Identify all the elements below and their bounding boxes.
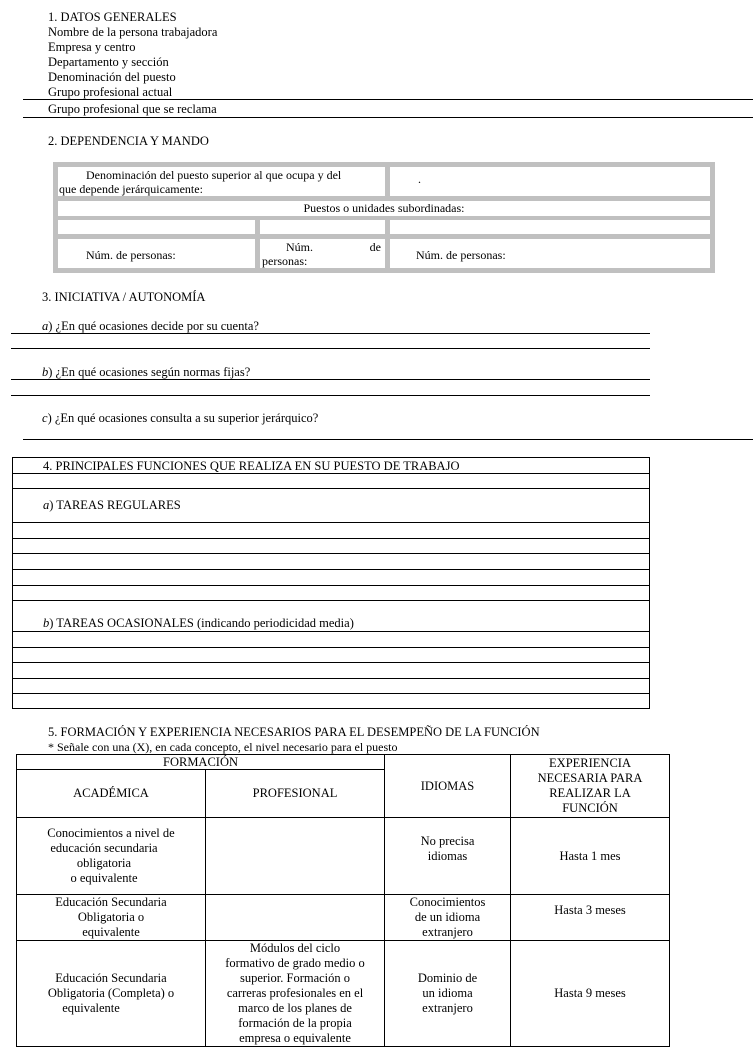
field-departamento[interactable]: Departamento y sección — [48, 55, 169, 69]
table-row — [17, 895, 670, 941]
question-a: a) ¿En qué ocasiones decide por su cuenta? — [42, 319, 259, 333]
answer-line[interactable] — [11, 348, 650, 349]
tareas-regulares-label: a) TAREAS REGULARES — [43, 498, 181, 512]
experiencia-option[interactable]: Hasta 3 meses — [511, 895, 670, 941]
row-divider — [13, 693, 649, 694]
superior-label-cell: Denominación del puesto superior al que ocupa y del que depende jerárquicamente: — [58, 167, 385, 196]
section-5-title: 5. FORMACIÓN Y EXPERIENCIA NECESARIOS PARA EL DESEMPEÑO DE LA FUNCIÓN — [48, 725, 540, 739]
academica-option[interactable]: Educación Secundaria Obligatoria (Completa) o equivalente — [17, 941, 206, 1047]
row-divider — [13, 600, 649, 601]
row-divider — [13, 647, 649, 648]
header-profesional: PROFESIONAL — [206, 770, 385, 818]
subordinate-unit-3-field[interactable] — [390, 220, 710, 234]
row-divider — [13, 585, 649, 586]
section-3-title: 3. INICIATIVA / AUTONOMÍA — [42, 290, 206, 304]
row-divider — [13, 662, 649, 663]
academica-option[interactable]: Educación Secundaria Obligatoria o equivalente — [17, 895, 206, 941]
tareas-ocasionales-label: b) TAREAS OCASIONALES (indicando periodicidad media) — [43, 616, 354, 630]
answer-line[interactable] — [23, 439, 753, 440]
header-idiomas: IDIOMAS — [385, 755, 511, 818]
idiomas-option[interactable]: No precisa idiomas — [385, 818, 511, 895]
header-experiencia: EXPERIENCIA NECESARIA PARA REALIZAR LA FUNCIÓN — [511, 755, 670, 818]
row-divider — [13, 522, 649, 523]
idiomas-option[interactable]: Conocimientos de un idioma extranjero — [385, 895, 511, 941]
subordinate-unit-1-field[interactable] — [58, 220, 255, 234]
divider — [23, 117, 753, 118]
row-divider — [13, 631, 649, 632]
dependency-table — [53, 162, 715, 273]
field-empresa[interactable]: Empresa y centro — [48, 40, 136, 54]
row-divider — [13, 538, 649, 539]
count-3-field[interactable]: Núm. de personas: — [390, 239, 710, 268]
answer-line[interactable] — [11, 379, 650, 380]
header-formacion: FORMACIÓN — [17, 755, 385, 770]
divider — [23, 99, 753, 100]
section-4-title: 4. PRINCIPALES FUNCIONES QUE REALIZA EN SU PUESTO DE TRABAJO — [43, 459, 460, 473]
superior-value-field[interactable]: . — [390, 167, 710, 196]
row-divider — [13, 553, 649, 554]
row-divider — [13, 488, 649, 489]
field-grupo-actual[interactable]: Grupo profesional actual — [48, 85, 173, 99]
count-2-field[interactable]: Núm. de personas: — [260, 239, 385, 268]
subordinate-unit-2-field[interactable] — [260, 220, 385, 234]
row-divider — [13, 678, 649, 679]
answer-line[interactable] — [11, 333, 650, 334]
idiomas-option[interactable]: Dominio de un idioma extranjero — [385, 941, 511, 1047]
table-row — [17, 941, 670, 1047]
field-puesto[interactable]: Denominación del puesto — [48, 70, 176, 84]
academica-option[interactable]: Conocimientos a nivel de educación secundaria obligatoria o equivalente — [17, 818, 206, 895]
section-2-title: 2. DEPENDENCIA Y MANDO — [48, 134, 209, 148]
table-row — [17, 818, 670, 895]
profesional-option[interactable] — [206, 895, 385, 941]
section-1-title: 1. DATOS GENERALES — [48, 10, 177, 24]
section-5-note: * Señale con una (X), en cada concepto, el nivel necesario para el puesto — [48, 740, 398, 754]
field-nombre[interactable]: Nombre de la persona trabajadora — [48, 25, 218, 39]
count-1-field[interactable]: Núm. de personas: — [58, 239, 255, 268]
formacion-table — [16, 754, 670, 1047]
profesional-option[interactable] — [206, 818, 385, 895]
section-funciones-table — [12, 457, 650, 709]
row-divider — [13, 569, 649, 570]
subordinates-header: Puestos o unidades subordinadas: — [58, 201, 710, 216]
question-c: c) ¿En qué ocasiones consulta a su superior jerárquico? — [42, 411, 319, 425]
header-academica: ACADÉMICA — [17, 770, 206, 818]
field-grupo-reclamado[interactable]: Grupo profesional que se reclama — [48, 102, 217, 116]
answer-line[interactable] — [11, 395, 650, 396]
row-divider — [13, 473, 649, 474]
experiencia-option[interactable]: Hasta 9 meses — [511, 941, 670, 1047]
experiencia-option[interactable]: Hasta 1 mes — [511, 818, 670, 895]
profesional-option[interactable]: Módulos del ciclo formativo de grado medio o superior. Formación o carreras profesionales en el marco de los planes de formación de la propia empresa o equivalente — [206, 941, 385, 1047]
question-b: b) ¿En qué ocasiones según normas fijas? — [42, 365, 251, 379]
